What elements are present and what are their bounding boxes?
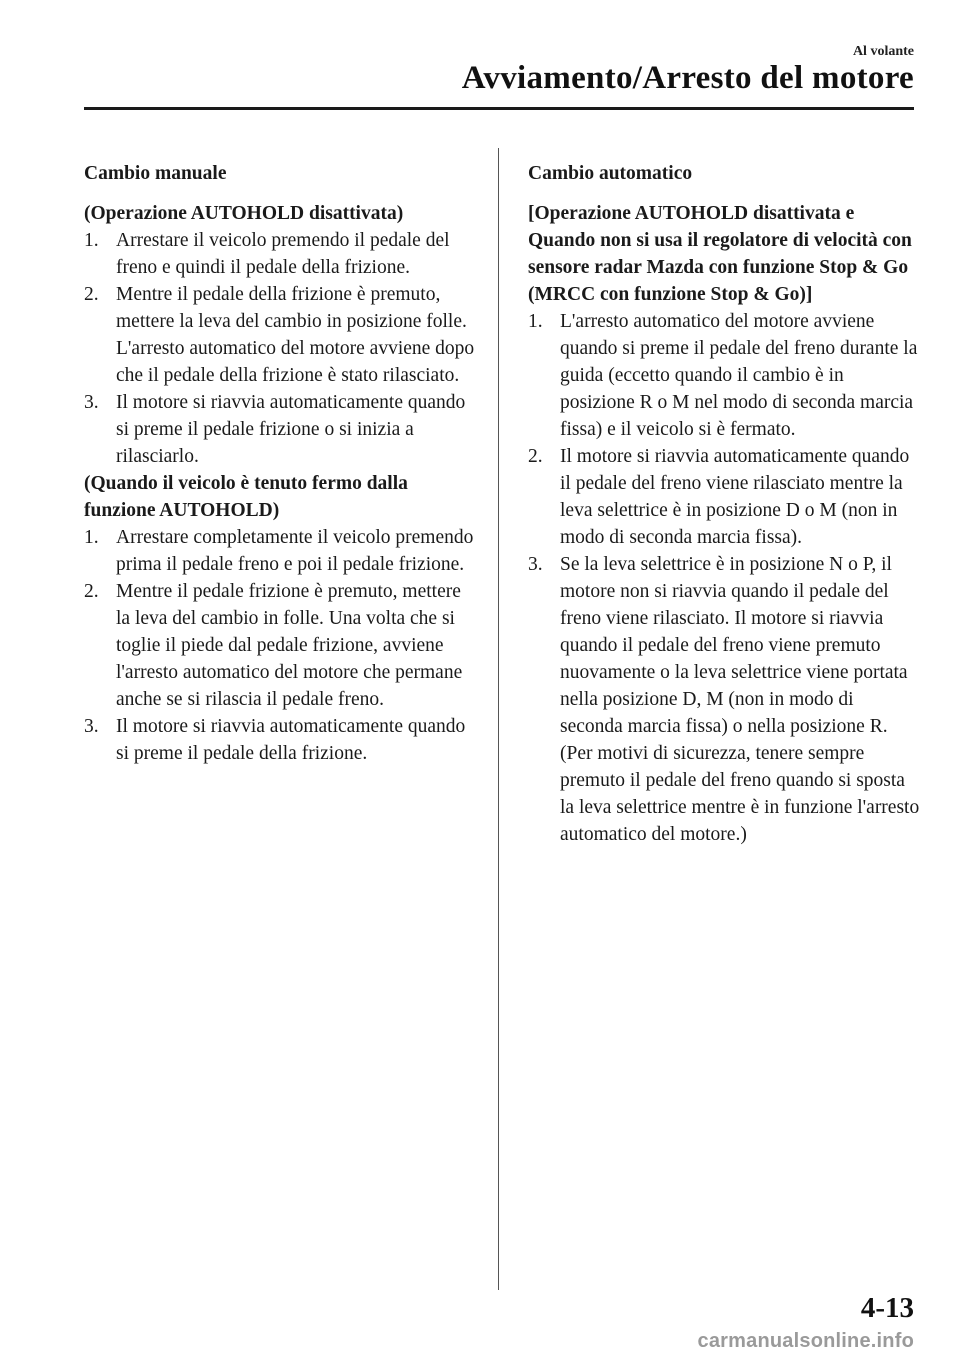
page-number: 4-13 xyxy=(860,1292,914,1324)
step-number: 3. xyxy=(84,392,99,413)
column-divider xyxy=(498,148,499,1290)
step-number: 1. xyxy=(84,527,99,548)
step-number: 3. xyxy=(84,716,99,737)
manual-autohold-hold-steps xyxy=(84,524,479,767)
step-text: L'arresto automatico del motore avviene quando si preme il pedale del freno durante la guida (eccetto quando il cambio è in posizione R o M nel modo di seconda marcia fissa) e il veicolo si è fermato. xyxy=(560,311,918,440)
step-number: 2. xyxy=(84,284,99,305)
step-number: 2. xyxy=(528,446,543,467)
automatic-steps xyxy=(528,308,920,848)
step-text: Arrestare completamente il veicolo premendo prima il pedale freno e poi il pedale frizione. xyxy=(116,527,474,575)
autohold-off-subheading: (Operazione AUTOHOLD disattivata) xyxy=(84,203,404,224)
list-item xyxy=(84,227,479,281)
footer-watermark: carmanualsonline.info xyxy=(697,1330,914,1352)
list-item xyxy=(84,524,479,578)
step-number: 1. xyxy=(528,311,543,332)
step-text: Se la leva selettrice è in posizione N o P, il motore non si riavvia quando il pedale del freno viene rilasciato. Il motore si riavvia quando il pedale del freno viene premuto nuovamente o la leva selettrice viene portata nella posizione D, M (non in modo di seconda marcia fissa) o nella posizione R. (Per motivi di sicurezza, tenere sempre premuto il pedale del freno quando si sposta la leva selettrice mentre è in funzione l'arresto automatico del motore.) xyxy=(560,554,920,845)
right-column xyxy=(528,160,920,848)
step-text: Il motore si riavvia automaticamente quando si preme il pedale della frizione. xyxy=(116,716,466,764)
list-item xyxy=(84,281,479,389)
list-item xyxy=(84,389,479,470)
step-text: Mentre il pedale della frizione è premuto, mettere la leva del cambio in posizione folle. L'arresto automatico del motore avviene dopo che il pedale della frizione è stato rilasciato. xyxy=(116,284,475,386)
automatic-transmission-heading: Cambio automatico xyxy=(528,163,693,184)
step-text: Mentre il pedale frizione è premuto, mettere la leva del cambio in folle. Una volta che si toglie il piede dal pedale frizione, avviene l'arresto automatico del motore che permane anche se si rilascia il pedale freno. xyxy=(116,581,463,710)
chapter-title: Avviamento/Arresto del motore xyxy=(461,60,914,96)
step-number: 1. xyxy=(84,230,99,251)
step-text: Il motore si riavvia automaticamente quando il pedale del freno viene rilasciato mentre la leva selettrice è in posizione D o M (non in modo di seconda marcia fissa). xyxy=(560,446,910,548)
list-item xyxy=(528,308,920,443)
step-number: 2. xyxy=(84,581,99,602)
list-item xyxy=(528,443,920,551)
manual-autohold-off-steps xyxy=(84,227,479,470)
header-rule xyxy=(84,107,914,110)
list-item xyxy=(84,578,479,713)
step-number: 3. xyxy=(528,554,543,575)
manual-transmission-heading: Cambio manuale xyxy=(84,163,227,184)
section-label: Al volante xyxy=(852,44,914,59)
autohold-off-mrcc-subheading: [Operazione AUTOHOLD disattivata e Quando non si usa il regolatore di velocità con sensore radar Mazda con funzione Stop & Go (MRCC con funzione Stop & Go)] xyxy=(528,203,912,305)
left-column xyxy=(84,160,479,767)
autohold-hold-subheading: (Quando il veicolo è tenuto fermo dalla funzione AUTOHOLD) xyxy=(84,473,408,521)
step-text: Arrestare il veicolo premendo il pedale del freno e quindi il pedale della frizione. xyxy=(116,230,450,278)
step-text: Il motore si riavvia automaticamente quando si preme il pedale frizione o si inizia a rilasciarlo. xyxy=(116,392,466,467)
list-item xyxy=(84,713,479,767)
list-item xyxy=(528,551,920,848)
